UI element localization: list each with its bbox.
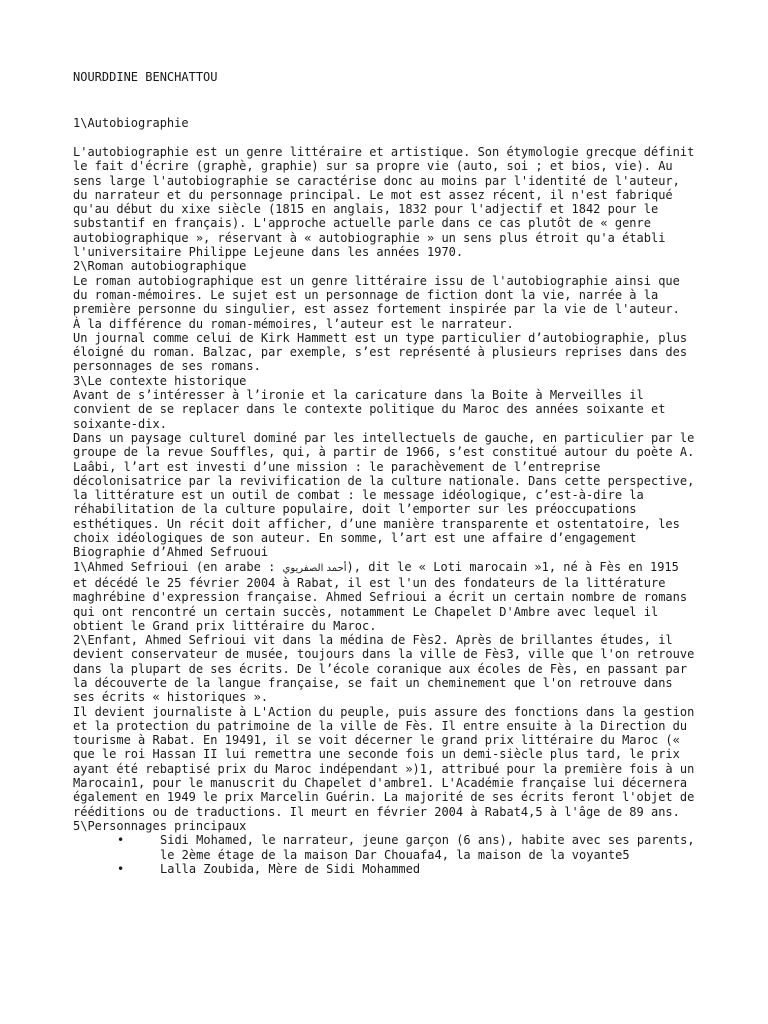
section-title-personnages: 5\Personnages principaux (73, 818, 247, 833)
list-item (73, 833, 699, 862)
paragraph-bio-2: 2\Enfant, Ahmed Sefrioui vit dans la médina de Fès2. Après de brillantes études, il devient conservateur de musée, toujours dans la ville de Fès3, ville que l'on retrouve dans la plupart de ses écrits. De l’école coranique aux écoles de Fès, en passant par la découverte de la langue française, se fait un cheminement que l'on retrouve dans ses écrits « historiques ». (73, 633, 695, 705)
author-name: NOURDDINE BENCHATTOU (73, 70, 218, 84)
paragraph-roman-1: Le roman autobiographique est un genre littéraire issu de l'autobiographie ainsi que du roman-mémoires. Le sujet est un personnage de fiction dont la vie, narrée à la première personne du singulier, est assez fortement inspirée par la vie de l'auteur. (73, 273, 680, 317)
paragraph-bio-1 (73, 560, 699, 633)
section-title-roman: 2\Roman autobiographique (73, 259, 247, 274)
paragraph-roman-3: Un journal comme celui de Kirk Hammett est un type particulier d’autobiographie, plus éloigné du roman. Balzac, par exemple, s’est représenté à plusieurs reprises dans des personnages de ses romans. (73, 330, 688, 374)
paragraph-contexte-1: Avant de s’intéresser à l’ironie et la caricature dans la Boite à Merveilles il convient de se replacer dans le contexte politique du Maroc des années soixante et soixante-dix. (73, 388, 666, 431)
document-body (73, 145, 699, 876)
bio-1-arabic-name: أحمد الصفريوي (282, 562, 347, 574)
section-title-biographie: Biographie d’Ahmed Sefruoui (73, 545, 269, 560)
bio-1-after: ), dit le « Loti marocain »1, né à Fès en 1915 et décédé le 25 février 2004 à Rabat, il est l'un des fondateurs de la littérature maghrébine d'expression française. Ahmed Sefrioui a écrit un certain nombre de romans qui ont rencontré un certain succès, notamment Le Chapelet D'Ambre avec lequel il obtient le Grand prix littéraire du Maroc. (73, 559, 688, 633)
paragraph-contexte-2: Dans un paysage culturel dominé par les intellectuels de gauche, en particulier par le groupe de la revue Souffles, qui, à partir de 1966, s’est constitué autour du poète A. Laâbi, l’art est investi d’une mission : le parachèvement de l’entreprise décolonisatrice par la revivification de la culture nationale. Dans cette perspective, la littérature est un outil de combat : le message idéologique, c’est-à-dire la réhabilitation de la culture populaire, doit l’emporter sur les préoccupations esthétiques. Un récit doit afficher, d’une manière transparente et ostentatoire, les choix idéologiques de son auteur. En somme, l’art est une affaire d’engagement (73, 430, 695, 546)
list-item (73, 862, 699, 876)
paragraph-autobiographie: L'autobiographie est un genre littéraire et artistique. Son étymologie grecque définit le fait d'écrire (graphè, graphie) sur sa propre vie (auto, soi ; et bios, vie). Au sens large l'autobiographie se caractérise donc au moins par l'identité de l'auteur, du narrateur et du personnage principal. Le mot est assez récent, il n'est fabriqué qu'au début du xixe siècle (1815 en anglais, 1832 pour l'adjectif et 1842 pour le substantif en français). L'approche actuelle parle dans ce cas plutôt de « genre autobiographique », réservant à « autobiographie » un sens plus étroit qu'a établi l'universitaire Philippe Lejeune dans les années 1970. (73, 145, 695, 260)
bullet-icon: • (117, 861, 125, 876)
list-item-text: Lalla Zoubida, Mère de Sidi Mohammed (160, 861, 421, 876)
paragraph-roman-2: À la différence du roman-mémoires, l’auteur est le narrateur. (73, 316, 514, 331)
bio-1-before: 1\Ahmed Sefrioui (en arabe : (73, 559, 283, 574)
paragraph-bio-3: Il devient journaliste à L'Action du peuple, puis assure des fonctions dans la gestion et la protection du patrimoine de la ville de Fès. Il entre ensuite à la Direction du tourisme à Rabat. En 19491, il se voit décerner le grand prix littéraire du Maroc (« que le roi Hassan II lui remettra une seconde fois un demi-siècle plus tard, le prix ayant été rebaptisé prix du Maroc indépendant »)1, attribué pour la première fois à un Marocain1, pour le manuscrit du Chapelet d'ambre1. L'Académie française lui décernera également en 1949 le prix Marcelin Guérin. La majorité de ses écrits feront l'objet de rééditions ou de traductions. Il meurt en février 2004 à Rabat4,5 à l'âge de 89 ans. (73, 704, 695, 819)
bullet-icon: • (117, 833, 125, 848)
section-title-autobiographie: 1\Autobiographie (73, 116, 189, 130)
section-title-contexte: 3\Le contexte historique (73, 373, 247, 388)
list-item-text: Sidi Mohamed, le narrateur, jeune garçon (6 ans), habite avec ses parents, le 2ème étage de la maison Dar Chouafa4, la maison de la voyante5 (160, 833, 695, 862)
